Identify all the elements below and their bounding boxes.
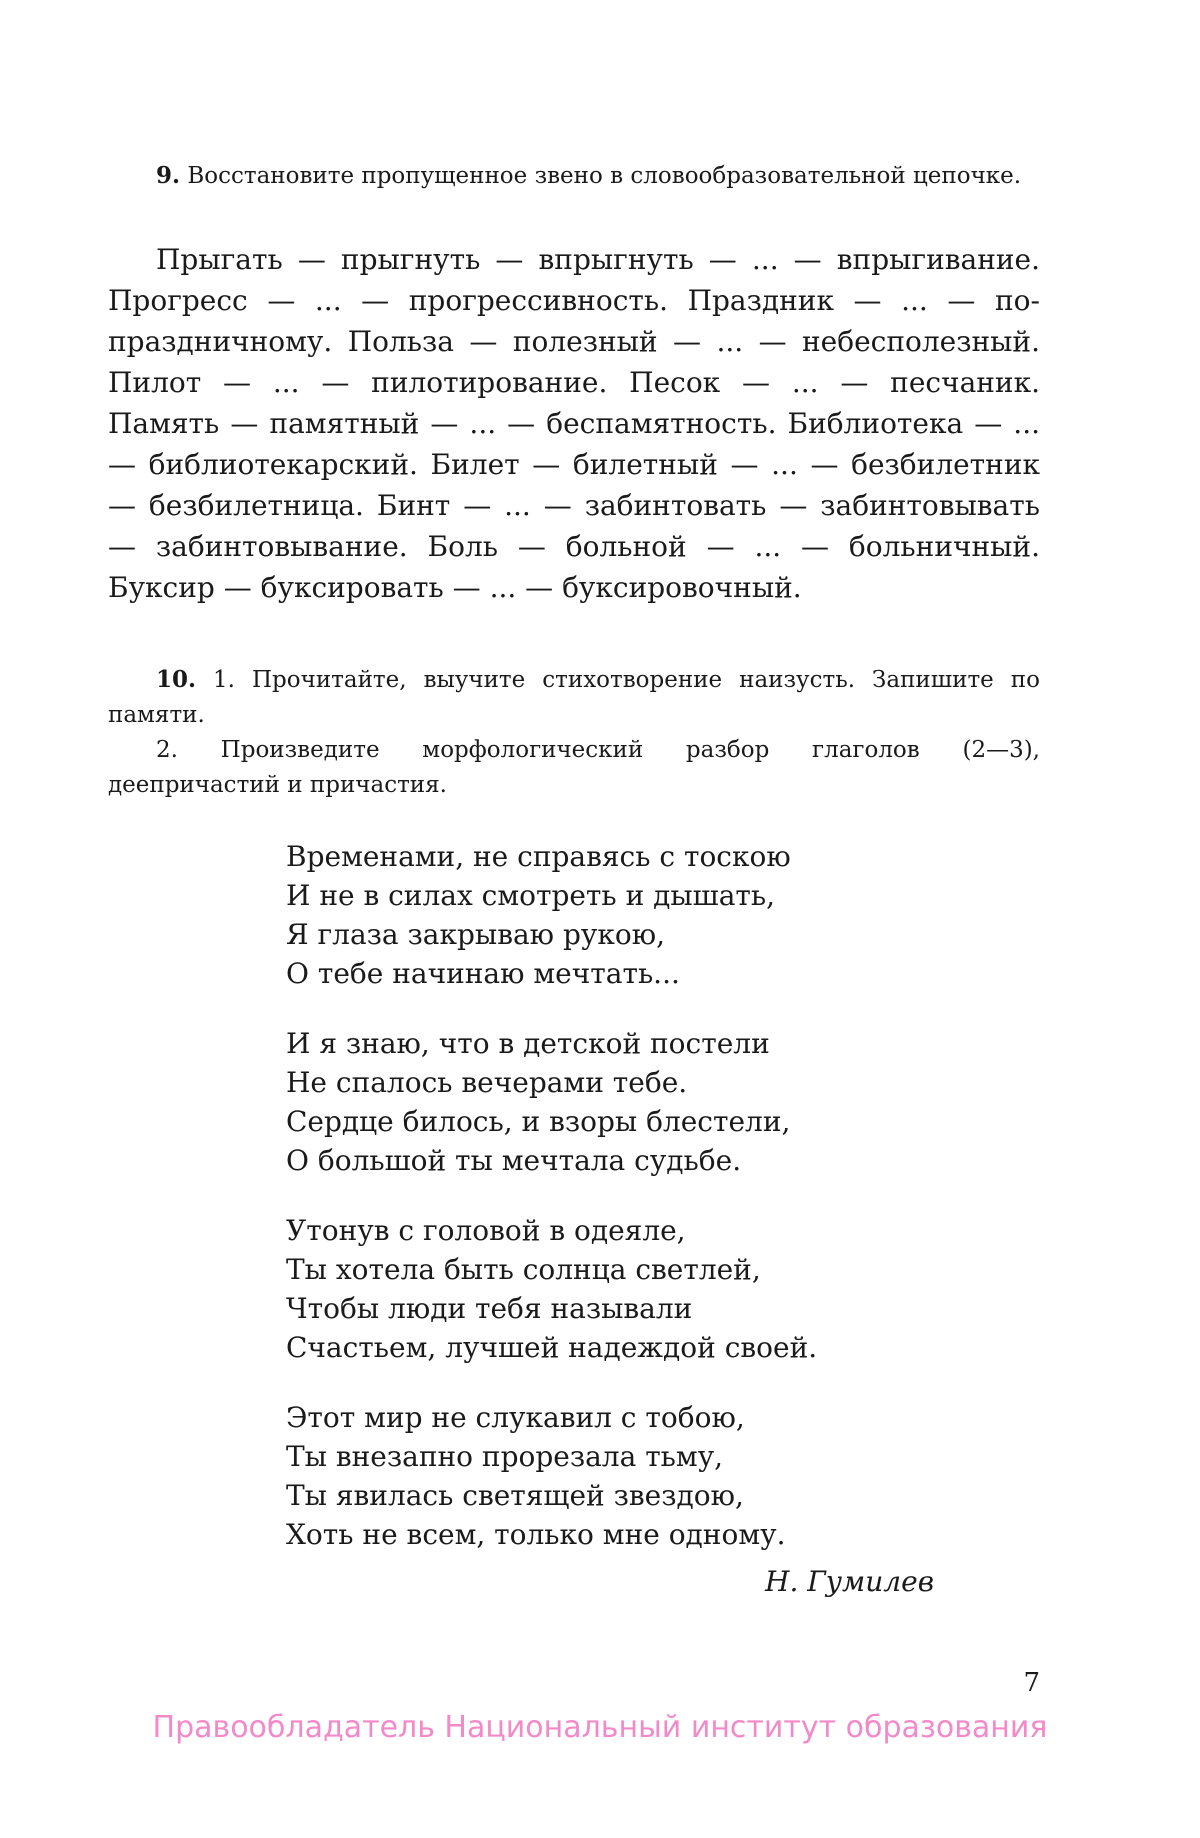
task-9: [108, 158, 1040, 608]
poem-stanza-2: [286, 1024, 846, 1180]
poem-author: Н. Гумилев: [765, 1565, 934, 1598]
poem-stanza-4: [286, 1398, 846, 1554]
poem-line: Хоть не всем, только мне одному.: [286, 1518, 786, 1551]
task-10-instruction-1: [108, 662, 1040, 733]
task-10-instruction-2: 2. Произведите морфологический разбор глаголов (2—3), деепричастий и причастия.: [108, 737, 1040, 798]
poem-line: Ты хотела быть солнца светлей,: [286, 1253, 761, 1286]
task-9-exercise-text: Прыгать — прыгнуть — впрыгнуть — ... — впрыгивание. Прогресс — ... — прогрессивность. Праздник — ... — по-праздничному. Польза — полезный — ... — небесполезный. Пилот — ... — пилотирование. Песок — ... — песчаник. Память — памятный — ... — беспамятность. Библиотека — ... — библиотекарский. Билет — билетный — ... — безбилетник — безбилетница. Бинт — ... — забинтовать — забинтовывать — забинтовывание. Боль — больной — ... — больничный. Буксир — буксировать — ... — буксировочный.: [108, 243, 1040, 604]
poem-line: Сердце билось, и взоры блестели,: [286, 1105, 791, 1138]
task-9-instruction-text: Восстановите пропущенное звено в словообразовательной цепочке.: [187, 163, 1022, 189]
poem-line: Утонув с головой в одеяле,: [286, 1214, 686, 1247]
poem-line: И я знаю, что в детской постели: [286, 1027, 770, 1060]
task-10-instruction-1-text: 1. Прочитайте, выучите стихотворение наизусть. Запишите по памяти.: [108, 667, 1040, 728]
poem: [286, 837, 934, 1598]
task-10-number: 10.: [156, 666, 197, 693]
task-9-number: 9.: [156, 162, 181, 189]
poem-line: Ты внезапно прорезала тьму,: [286, 1440, 724, 1473]
task-9-instruction: [108, 158, 1040, 194]
poem-line: Временами, не справясь с тоскою: [286, 840, 791, 873]
copyright-banner: Правообладатель Национальный институт образования: [152, 1710, 1048, 1745]
page-number: 7: [1023, 1668, 1040, 1698]
poem-line: И не в силах смотреть и дышать,: [286, 879, 776, 912]
poem-line: Чтобы люди тебя называли: [286, 1292, 693, 1325]
poem-line: Ты явилась светящей звездою,: [286, 1479, 744, 1512]
poem-line: О большой ты мечтала судьбе.: [286, 1144, 742, 1177]
poem-line: Счастьем, лучшей надеждой своей.: [286, 1331, 818, 1364]
poem-line: Не спалось вечерами тебе.: [286, 1066, 688, 1099]
poem-line: Я глаза закрываю рукою,: [286, 918, 665, 951]
poem-stanza-1: [286, 837, 846, 993]
poem-stanza-3: [286, 1211, 846, 1367]
poem-line: Этот мир не слукавил с тобою,: [286, 1401, 745, 1434]
poem-line: О тебе начинаю мечтать...: [286, 957, 680, 990]
task-10: [108, 662, 1040, 803]
page-content: [108, 158, 1040, 1598]
